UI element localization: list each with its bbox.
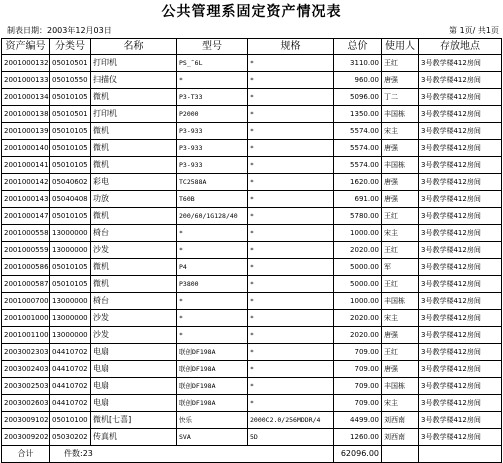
name-cell: 椅台 — [91, 225, 177, 242]
spec-cell: * — [248, 242, 334, 259]
price-cell: 709.00 — [334, 395, 382, 412]
price-cell: 3110.00 — [334, 55, 382, 72]
user-cell: 宋主 — [382, 310, 419, 327]
asset-id-cell: 2001000138 — [2, 106, 50, 123]
price-cell: 1620.00 — [334, 174, 382, 191]
category-cell: 05010550 — [50, 72, 91, 89]
category-cell: 05010105 — [50, 208, 91, 225]
asset-id-cell: 2001000132 — [2, 55, 50, 72]
location-cell: 3号教学楼412房间 — [419, 89, 502, 106]
table-row — [2, 140, 502, 157]
model-cell: P3-933 — [177, 140, 248, 157]
spec-cell: * — [248, 106, 334, 123]
table-row — [2, 157, 502, 174]
report-title: 公共管理系固定资产情况表 — [161, 4, 342, 20]
price-cell: 2020.00 — [334, 242, 382, 259]
user-cell: 丰国栋 — [382, 157, 419, 174]
category-cell: 13000000 — [50, 327, 91, 344]
category-cell: 05040408 — [50, 191, 91, 208]
model-cell: P3-933 — [177, 157, 248, 174]
user-cell: 唐强 — [382, 191, 419, 208]
date-label: 制表日期： — [7, 26, 47, 35]
total-row — [2, 446, 502, 463]
asset-id-cell: 2001000142 — [2, 174, 50, 191]
asset-id-cell: 2003002503 — [2, 378, 50, 395]
asset-id-cell: 2001000140 — [2, 140, 50, 157]
name-cell: 打印机 — [91, 55, 177, 72]
table-row — [2, 276, 502, 293]
category-cell: 04410702 — [50, 361, 91, 378]
model-cell: * — [177, 310, 248, 327]
price-cell: 709.00 — [334, 378, 382, 395]
price-cell: 709.00 — [334, 361, 382, 378]
user-cell: 王红 — [382, 344, 419, 361]
spec-cell: * — [248, 361, 334, 378]
category-cell: 05010501 — [50, 55, 91, 72]
category-cell: 05010105 — [50, 259, 91, 276]
col-name: 名称 — [91, 39, 177, 55]
col-category: 分类号 — [50, 39, 91, 55]
price-cell: 5574.00 — [334, 123, 382, 140]
location-cell: 3号教学楼412房间 — [419, 174, 502, 191]
user-cell: 刘西南 — [382, 412, 419, 429]
model-cell: * — [177, 327, 248, 344]
name-cell: 功放 — [91, 191, 177, 208]
location-cell: 3号教学楼412房间 — [419, 106, 502, 123]
name-cell: 微机 — [91, 259, 177, 276]
location-cell: 3号教学楼412房间 — [419, 293, 502, 310]
spec-cell: * — [248, 276, 334, 293]
location-cell: 3号教学楼412房间 — [419, 412, 502, 429]
location-cell: 3号教学楼412房间 — [419, 276, 502, 293]
table-row — [2, 225, 502, 242]
spec-cell: * — [248, 72, 334, 89]
user-cell: 王红 — [382, 242, 419, 259]
category-cell: 04410702 — [50, 395, 91, 412]
table-row — [2, 378, 502, 395]
spec-cell: * — [248, 344, 334, 361]
spec-cell: * — [248, 225, 334, 242]
user-cell: 丰国栋 — [382, 378, 419, 395]
model-cell: * — [177, 72, 248, 89]
asset-id-cell: 2001000587 — [2, 276, 50, 293]
location-cell: 3号教学楼412房间 — [419, 191, 502, 208]
table-row — [2, 55, 502, 72]
spec-cell: * — [248, 293, 334, 310]
user-cell: 丰国栋 — [382, 293, 419, 310]
header-row — [2, 39, 502, 55]
name-cell: 打印机 — [91, 106, 177, 123]
spec-cell: * — [248, 327, 334, 344]
table-row — [2, 310, 502, 327]
price-cell: 4499.00 — [334, 412, 382, 429]
location-cell: 3号教学楼412房间 — [419, 72, 502, 89]
table-row — [2, 293, 502, 310]
category-cell: 05040602 — [50, 174, 91, 191]
user-cell: 丁二 — [382, 89, 419, 106]
price-cell: 2020.00 — [334, 310, 382, 327]
asset-id-cell: 2001000559 — [2, 242, 50, 259]
price-cell: 691.00 — [334, 191, 382, 208]
price-cell: 709.00 — [334, 344, 382, 361]
name-cell: 微机 — [91, 123, 177, 140]
model-cell: 联创DF198A — [177, 395, 248, 412]
spec-cell: * — [248, 157, 334, 174]
user-cell: 军 — [382, 259, 419, 276]
user-cell: 王红 — [382, 208, 419, 225]
model-cell: P4 — [177, 259, 248, 276]
asset-id-cell: 2003009202 — [2, 429, 50, 446]
category-cell: 05010105 — [50, 276, 91, 293]
location-cell: 3号教学楼412房间 — [419, 208, 502, 225]
table-row — [2, 429, 502, 446]
model-cell: TC2588A — [177, 174, 248, 191]
category-cell: 04410702 — [50, 344, 91, 361]
model-cell: * — [177, 293, 248, 310]
user-cell: 丰国栋 — [382, 106, 419, 123]
date-value: 2003年12月03日 — [47, 26, 112, 35]
name-cell: 椅台 — [91, 293, 177, 310]
asset-id-cell: 2003002603 — [2, 395, 50, 412]
model-cell: P3-933 — [177, 123, 248, 140]
asset-id-cell: 2001000558 — [2, 225, 50, 242]
price-cell: 5574.00 — [334, 157, 382, 174]
model-cell: P3800 — [177, 276, 248, 293]
table-row — [2, 208, 502, 225]
model-cell: 200/60/1G128/40 — [177, 208, 248, 225]
table-row — [2, 174, 502, 191]
table-row — [2, 106, 502, 123]
total-empty-user — [382, 446, 419, 463]
col-model: 型号 — [177, 39, 248, 55]
spec-cell: * — [248, 89, 334, 106]
asset-id-cell: 2003002403 — [2, 361, 50, 378]
user-cell: 唐强 — [382, 327, 419, 344]
total-count: 件数:23 — [50, 446, 334, 463]
table-row — [2, 191, 502, 208]
table-row — [2, 412, 502, 429]
category-cell: 05010105 — [50, 140, 91, 157]
user-cell: 宋主 — [382, 225, 419, 242]
price-cell: 5000.00 — [334, 276, 382, 293]
asset-id-cell: 2001000147 — [2, 208, 50, 225]
location-cell: 3号教学楼412房间 — [419, 378, 502, 395]
user-cell: 王红 — [382, 55, 419, 72]
price-cell: 5574.00 — [334, 140, 382, 157]
total-empty-location — [419, 446, 502, 463]
table-row — [2, 344, 502, 361]
location-cell: 3号教学楼412房间 — [419, 327, 502, 344]
spec-cell: * — [248, 140, 334, 157]
spec-cell: * — [248, 378, 334, 395]
name-cell: 微机 — [91, 276, 177, 293]
price-cell: 960.00 — [334, 72, 382, 89]
name-cell: 微机 — [91, 157, 177, 174]
name-cell: 微机 — [91, 89, 177, 106]
user-cell: 王红 — [382, 276, 419, 293]
category-cell: 13000000 — [50, 293, 91, 310]
model-cell: * — [177, 242, 248, 259]
category-cell: 05010105 — [50, 89, 91, 106]
spec-cell: 2000C2.0/256MDDR/4 — [248, 412, 334, 429]
col-location: 存放地点 — [419, 39, 502, 55]
asset-id-cell: 2001000586 — [2, 259, 50, 276]
location-cell: 3号教学楼412房间 — [419, 429, 502, 446]
asset-id-cell: 2001000143 — [2, 191, 50, 208]
spec-cell: * — [248, 55, 334, 72]
user-cell: 唐强 — [382, 361, 419, 378]
spec-cell: * — [248, 208, 334, 225]
spec-cell: 5D — [248, 429, 334, 446]
model-cell: 联创DF198A — [177, 344, 248, 361]
page-indicator: 第 1页/ 共1页 — [449, 26, 499, 35]
spec-cell: * — [248, 259, 334, 276]
table-row — [2, 242, 502, 259]
price-cell: 1350.00 — [334, 106, 382, 123]
asset-id-cell: 2001000139 — [2, 123, 50, 140]
user-cell: 刘西南 — [382, 429, 419, 446]
user-cell: 宋主 — [382, 395, 419, 412]
name-cell: 扫描仪 — [91, 72, 177, 89]
name-cell: 电扇 — [91, 344, 177, 361]
category-cell: 13000000 — [50, 242, 91, 259]
name-cell: 彩电 — [91, 174, 177, 191]
model-cell: 联创DF198A — [177, 378, 248, 395]
asset-id-cell: 2003009102 — [2, 412, 50, 429]
model-cell: 快乐 — [177, 412, 248, 429]
location-cell: 3号教学楼412房间 — [419, 259, 502, 276]
col-asset-id: 资产编号 — [2, 39, 50, 55]
asset-id-cell: 2001001100 — [2, 327, 50, 344]
location-cell: 3号教学楼412房间 — [419, 55, 502, 72]
asset-id-cell: 2003002303 — [2, 344, 50, 361]
spec-cell: * — [248, 310, 334, 327]
table-row — [2, 72, 502, 89]
price-cell: 1260.00 — [334, 429, 382, 446]
name-cell: 沙发 — [91, 242, 177, 259]
name-cell: 传真机 — [91, 429, 177, 446]
name-cell: 电扇 — [91, 395, 177, 412]
location-cell: 3号教学楼412房间 — [419, 310, 502, 327]
location-cell: 3号教学楼412房间 — [419, 123, 502, 140]
name-cell: 沙发 — [91, 327, 177, 344]
price-cell: 2020.00 — [334, 327, 382, 344]
location-cell: 3号教学楼412房间 — [419, 344, 502, 361]
user-cell: 唐强 — [382, 174, 419, 191]
asset-id-cell: 2001000141 — [2, 157, 50, 174]
table-row — [2, 361, 502, 378]
asset-id-cell: 2001000134 — [2, 89, 50, 106]
user-cell: 唐强 — [382, 72, 419, 89]
user-cell: 宋主 — [382, 123, 419, 140]
table-row — [2, 327, 502, 344]
table-row — [2, 395, 502, 412]
model-cell: * — [177, 225, 248, 242]
col-spec: 规格 — [248, 39, 334, 55]
user-cell: 唐强 — [382, 140, 419, 157]
table-row — [2, 123, 502, 140]
model-cell: 联创DF198A — [177, 361, 248, 378]
spec-cell: * — [248, 395, 334, 412]
location-cell: 3号教学楼412房间 — [419, 361, 502, 378]
table-row — [2, 89, 502, 106]
name-cell: 电扇 — [91, 361, 177, 378]
model-cell: T60B — [177, 191, 248, 208]
asset-table — [1, 38, 502, 463]
total-sum: 62096.00 — [334, 446, 382, 463]
report-date — [7, 25, 112, 36]
model-cell: P3-T33 — [177, 89, 248, 106]
spec-cell: * — [248, 123, 334, 140]
table-row — [2, 259, 502, 276]
location-cell: 3号教学楼412房间 — [419, 225, 502, 242]
location-cell: 3号教学楼412房间 — [419, 242, 502, 259]
asset-id-cell: 2001001000 — [2, 310, 50, 327]
col-user: 使用人 — [382, 39, 419, 55]
category-cell: 05010105 — [50, 157, 91, 174]
spec-cell: * — [248, 174, 334, 191]
price-cell: 5096.00 — [334, 89, 382, 106]
category-cell: 05010105 — [50, 123, 91, 140]
model-cell: PS_˜6L — [177, 55, 248, 72]
location-cell: 3号教学楼412房间 — [419, 157, 502, 174]
price-cell: 1000.00 — [334, 293, 382, 310]
spec-cell: * — [248, 191, 334, 208]
location-cell: 3号教学楼412房间 — [419, 395, 502, 412]
category-cell: 13000000 — [50, 225, 91, 242]
price-cell: 5780.00 — [334, 208, 382, 225]
name-cell: 微机 — [91, 208, 177, 225]
category-cell: 05030202 — [50, 429, 91, 446]
total-label: 合计 — [2, 446, 50, 463]
name-cell: 沙发 — [91, 310, 177, 327]
name-cell: 微机 — [91, 140, 177, 157]
category-cell: 04410702 — [50, 378, 91, 395]
model-cell: P2000 — [177, 106, 248, 123]
name-cell: 微机[七喜] — [91, 412, 177, 429]
asset-id-cell: 2001000133 — [2, 72, 50, 89]
category-cell: 13000000 — [50, 310, 91, 327]
location-cell: 3号教学楼412房间 — [419, 140, 502, 157]
category-cell: 05010501 — [50, 106, 91, 123]
model-cell: SVA — [177, 429, 248, 446]
asset-id-cell: 2001000700 — [2, 293, 50, 310]
price-cell: 5000.00 — [334, 259, 382, 276]
col-price: 总价 — [334, 39, 382, 55]
price-cell: 1000.00 — [334, 225, 382, 242]
name-cell: 电扇 — [91, 378, 177, 395]
category-cell: 05010100 — [50, 412, 91, 429]
